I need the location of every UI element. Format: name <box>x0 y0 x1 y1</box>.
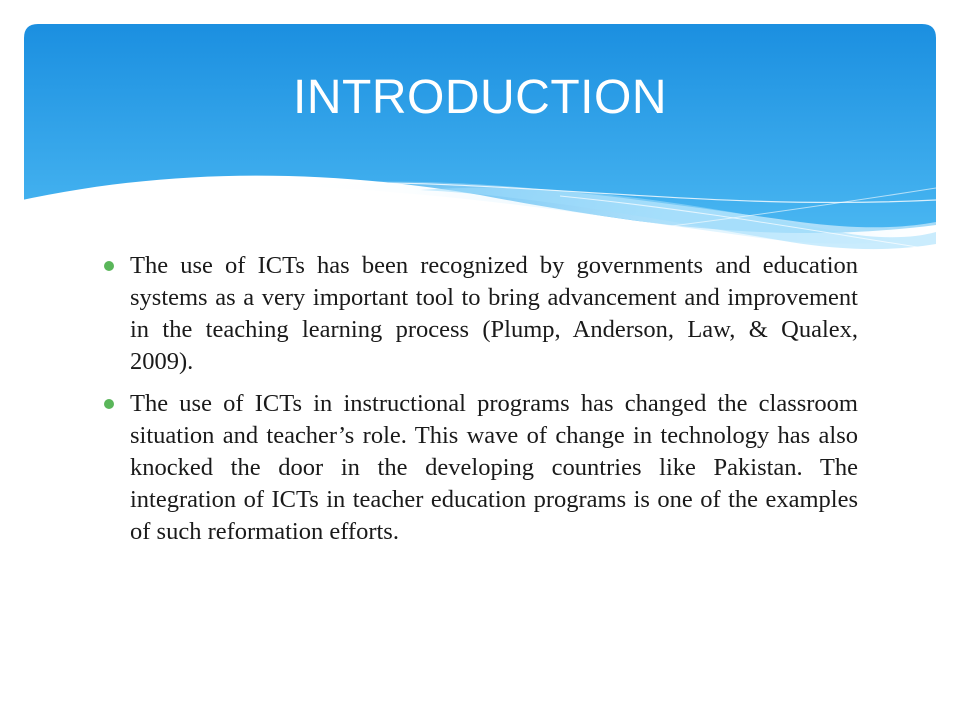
bullet-list <box>100 250 858 558</box>
bullet-item <box>100 250 858 378</box>
bullet-text: The use of ICTs has been recognized by governments and education systems as a very important tool to bring advancement and improvement in the teaching learning process (Plump, Anderson, Law, & Qualex, 2009). <box>130 252 858 375</box>
bullet-text: The use of ICTs in instructional programs has changed the classroom situation and teacher’s role. This wave of change in technology has also knocked the door in the developing countries like Pakistan. The integration of ICTs in teacher education programs is one of the examples of such reformation efforts. <box>130 390 858 545</box>
slide-title: INTRODUCTION <box>293 71 667 124</box>
green-dot-icon <box>104 261 114 271</box>
bullet-item <box>100 388 858 548</box>
green-dot-icon <box>104 399 114 409</box>
